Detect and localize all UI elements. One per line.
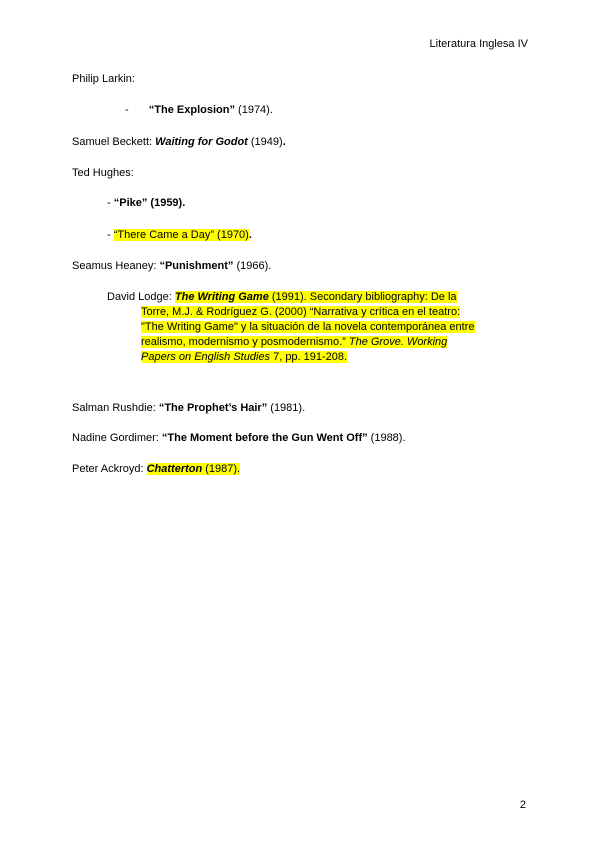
work-year: (1966). [233,260,272,272]
work-title: The Writing Game [174,291,269,303]
hughes-item-pike [107,197,185,209]
entry-ackroyd [72,463,240,475]
hughes-item-there-came-a-day [107,229,252,241]
period: . [282,136,286,148]
journal-title: The Grove. Working [348,336,448,348]
entry-beckett [72,136,286,148]
lodge-text-1: (1991). Secondary bibliography: De la [268,291,457,303]
larkin-item [125,104,273,116]
author-ackroyd: Peter Ackroyd: [72,463,147,475]
work-title: “The Prophet’s Hair” [158,402,268,414]
work-title: “Punishment” [159,260,234,272]
lodge-line-2: Torre, M.J. & Rodríguez G. (2000) “Narrativa y crítica en el teatro: [141,306,461,318]
entry-rushdie [72,402,305,414]
work-title: “The Moment before the Gun Went Off” [161,432,368,444]
journal-title-cont: Papers on English Studies [141,351,271,363]
work-year: (1988). [367,432,406,444]
dash: - [107,197,114,209]
work-title: Waiting for Godot [155,136,248,148]
author-beckett: Samuel Beckett: [72,136,156,148]
running-header: Literatura Inglesa IV [429,38,528,50]
period: . [248,229,252,241]
lodge-line-5: Papers on English Studies 7, pp. 191-208. [141,351,348,363]
work-title: “Pike” (1959). [113,197,186,209]
entry-heaney [72,260,271,272]
work-title: “The Explosion” [148,104,235,116]
author-larkin: Philip Larkin: [72,73,135,85]
author-lodge: David Lodge: [107,291,175,303]
dash: - [107,229,114,241]
entry-gordimer [72,432,406,444]
work-year: (1987). [202,463,241,475]
page-number: 2 [519,799,526,811]
author-gordimer: Nadine Gordimer: [72,432,162,444]
author-hughes: Ted Hughes: [72,167,134,179]
author-heaney: Seamus Heaney: [72,260,160,272]
work-year: (1974). [234,104,273,116]
work-year: (1949) [247,136,283,148]
lodge-line-1 [107,290,485,305]
entry-lodge [107,290,485,365]
author-rushdie: Salman Rushdie: [72,402,159,414]
work-title: “There Came a Day” (1970) [113,229,249,241]
work-title: Chatterton [146,463,203,475]
lodge-line-3: "The Writing Game" y la situación de la novela contemporánea entre [141,321,475,333]
lodge-line-4: realismo, modernismo y posmodernismo.” The Grove. Working [141,336,448,348]
work-year: (1981). [267,402,306,414]
bullet: - [125,104,129,116]
